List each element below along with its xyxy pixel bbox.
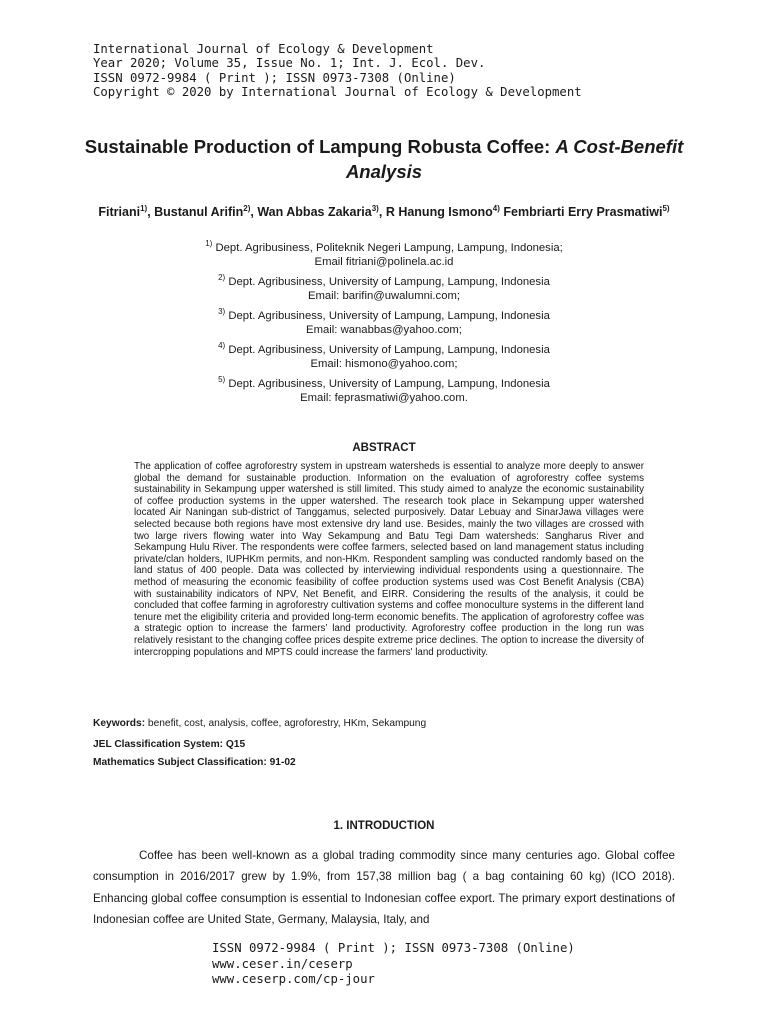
author: R Hanung Ismono$^{4)}$ (385, 203, 500, 219)
intro-paragraph: Coffee has been well-known as a global trading commodity since many centuries ago. Global coffee consumption in 2016/2017 grew by 1.9%, from 157,38 million bag ( a bag containing 60 kg) (ICO 2018). Enhancing global coffee consumption is essential to Indonesian coffee export. The primary export destinations of Indonesian coffee are United State, Germany, Malaysia, Italy, and (93, 849, 675, 926)
keywords-label: Keywords: (93, 718, 146, 729)
footer-issn: ISSN 0972-9984 ( Print ); ISSN 0973-7308 (Online) (212, 941, 575, 955)
title-main: Sustainable Production of Lampung Robusta Coffee: (84, 136, 556, 157)
author: Fitriani$^{1)}$, (98, 203, 155, 219)
affiliation-email: Email: barifin@uwalumni.com; (307, 290, 461, 302)
title-italic: A Cost-Benefit Analysis (345, 136, 684, 182)
affiliation-email: Email: hismono@yahoo.com; (310, 358, 458, 370)
affiliation: $^{5)}$ Dept. Agribusiness, University of Lampung, Lampung, Indonesia Email: feprasmatiwi@yahoo.com. (80, 377, 688, 405)
affiliation: $^{3)}$ Dept. Agribusiness, University of Lampung, Lampung, Indonesia Email: wanabbas@yahoo.com; (80, 309, 688, 337)
journal-name: International Journal of Ecology & Development (93, 42, 434, 56)
page-footer (212, 941, 575, 988)
abstract-heading: ABSTRACT (352, 442, 416, 454)
author: Wan Abbas Zakaria$^{3)}$, (257, 203, 386, 219)
affiliation-email: Email: feprasmatiwi@yahoo.com. (300, 392, 468, 404)
affiliation-list (80, 241, 688, 411)
paper-title (80, 134, 688, 184)
author-list (80, 204, 688, 220)
affiliation: $^{4)}$ Dept. Agribusiness, University of Lampung, Lampung, Indonesia Email: hismono@yahoo.com; (80, 343, 688, 371)
msc-classification: Mathematics Subject Classification: 91-02 (93, 757, 296, 768)
section-heading: 1. INTRODUCTION (333, 820, 435, 832)
journal-copyright: Copyright © 2020 by International Journal of Ecology & Development (93, 85, 582, 100)
author: Fembriarti Erry Prasmatiwi$^{5)}$ (503, 203, 670, 219)
affiliation: $^{1)}$ Dept. Agribusiness, Politeknik Negeri Lampung, Lampung, Indonesia; Email fitriani@polinela.ac.id (80, 241, 688, 269)
jel-classification: JEL Classification System: Q15 (93, 739, 246, 750)
affiliation-email: Email: wanabbas@yahoo.com; (306, 324, 462, 336)
author: Bustanul Arifin$^{2)}$, (154, 203, 258, 219)
affiliation-email: Email fitriani@polinela.ac.id (314, 256, 454, 268)
abstract-text: The application of coffee agroforestry system in upstream watersheds is essential to analyze more deeply to answer global the demand for sustainable production. Information on the evaluation of agroforestry coffee systems sustainability in Sekampung upper watershed is still limited. This study aimed to analyze the economic sustainability of coffee production systems in the upper watershed. The research took place in Sekampung upper watershed located Air Naningan sub-district of Tanggamus, selected purposively. Datar Lebuay and SinarJawa villages were selected because both regions have most extensive dry land use. Besides, mainly the two villages are crossed with two large rivers flowing water into Way Sekampung and Batu Tegi Dam watersheds: Sangharus River and Sekampung Hulu River. The respondents were coffee farmers, selected based on land management status including private/clan holders, IUPHKm permits, and non-HKm. Respondent sampling was conducted randomly based on the land status of 400 people. Data was collected by interviewing individual respondents using a questionnaire. The method of measuring the economic feasibility of coffee production systems used was Cost Benefit Analysis (CBA) with sustainability indicators of NPV, Net Benefit, and EIRR. Considering the results of the analysis, it could be concluded that coffee farming in agroforestry cultivation systems and coffee monoculture systems in the different land tenure met the eligibility criteria and provided long-term economic benefits. The application of agroforestry coffee was a strategic option to increase the farmers’ land productivity. Agroforestry coffee production in the long run was relatively resistant to the changing coffee prices despite extreme price declines. The option to increase the diversity of intercropping populations and MPTS could increase the farmers' land productivity. (134, 461, 644, 658)
footer-url: www.ceser.in/ceserp (212, 956, 353, 971)
keywords-value: benefit, cost, analysis, coffee, agroforestry, HKm, Sekampung (145, 718, 427, 729)
affiliation: $^{2)}$ Dept. Agribusiness, University of Lampung, Lampung, Indonesia Email: barifin@uwalumni.com; (80, 275, 688, 303)
footer-url: www.ceserp.com/cp-jour (212, 972, 375, 986)
journal-header (93, 42, 582, 100)
journal-volume: Year 2020; Volume 35, Issue No. 1; Int. J. Ecol. Dev. (93, 56, 486, 71)
keywords (93, 718, 683, 730)
journal-issn: ISSN 0972-9984 ( Print ); ISSN 0973-7308 (Online) (93, 70, 456, 85)
